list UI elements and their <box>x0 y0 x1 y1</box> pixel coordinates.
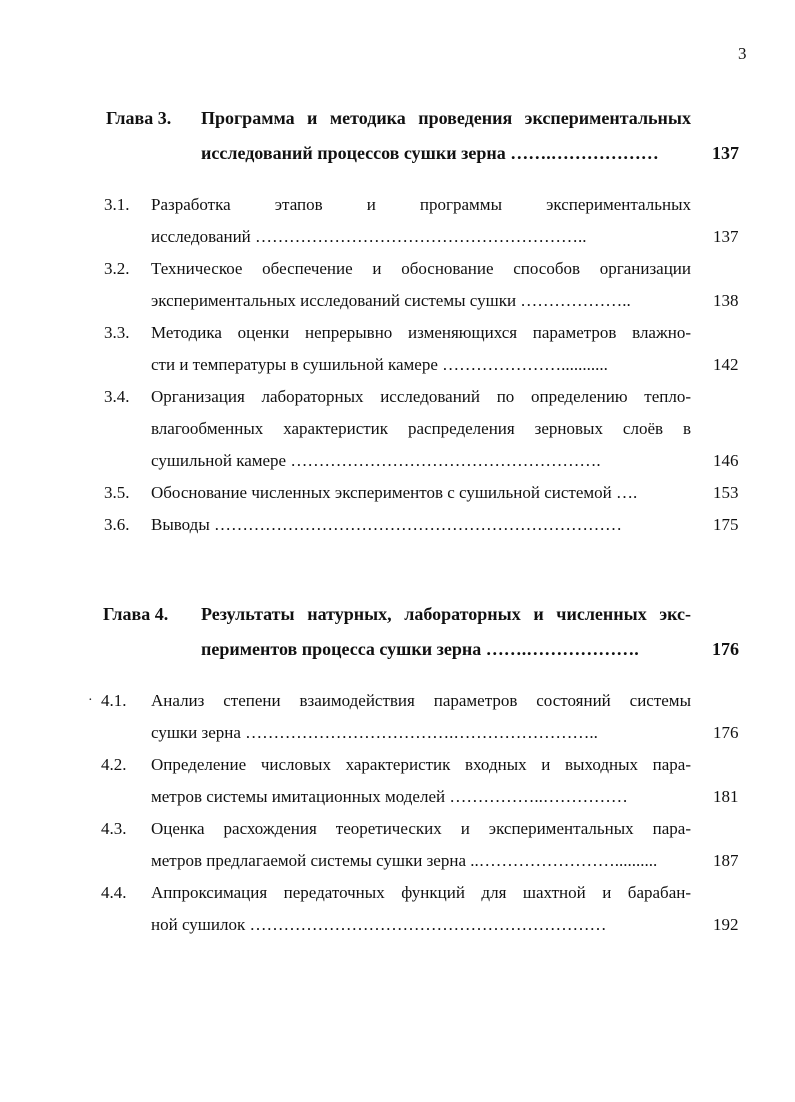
chapter-title-line: Программа и методика проведения экспериментальных <box>201 108 691 128</box>
section-text-line: Аппроксимация передаточных функций для шахтной и барабан- <box>151 883 691 902</box>
section-number: 3.3. <box>104 323 130 342</box>
section-number: 4.3. <box>101 819 127 838</box>
section-list <box>0 691 795 947</box>
section-page-number: 137 <box>713 227 739 246</box>
section-page-number: 192 <box>713 915 739 934</box>
chapter-title-line: Результаты натурных, лабораторных и численных экс- <box>201 604 691 624</box>
section-text-line: Обоснование численных экспериментов с сушильной системой …. <box>151 483 638 502</box>
toc-entry <box>0 515 795 547</box>
section-number: 3.2. <box>104 259 130 278</box>
section-page-number: 138 <box>713 291 739 310</box>
section-page-number: 176 <box>713 723 739 742</box>
section-text-line: Анализ степени взаимодействия параметров состояний системы <box>151 691 691 710</box>
section-text-line: Оценка расхождения теоретических и экспериментальных пара- <box>151 819 691 838</box>
chapter-page-number: 176 <box>712 639 739 659</box>
section-page-number: 142 <box>713 355 739 374</box>
section-page-number: 181 <box>713 787 739 806</box>
section-number: 3.4. <box>104 387 130 406</box>
chapter-heading-row <box>0 637 795 672</box>
chapter-heading-row <box>0 106 795 141</box>
section-text-line: метров предлагаемой системы сушки зерна ..…………………….......... <box>151 851 658 870</box>
chapter-label: Глава 4. <box>103 604 169 624</box>
section-text-line: Техническое обеспечение и обоснование способов организации <box>151 259 691 278</box>
toc-entry <box>0 387 795 483</box>
section-page-number: 146 <box>713 451 739 470</box>
chapter-4 <box>0 602 795 947</box>
toc-entry <box>0 819 795 883</box>
toc-entry <box>0 195 795 259</box>
section-page-number: 175 <box>713 515 739 534</box>
section-page-number: 187 <box>713 851 739 870</box>
section-text-line: Организация лабораторных исследований по определению тепло- <box>151 387 691 406</box>
chapter-title-line: исследований процессов сушки зерна …….……………… <box>201 143 659 163</box>
section-text-line: сушки зерна ……………………………….…………………….. <box>151 723 598 742</box>
chapter-heading-row <box>0 602 795 637</box>
section-text-line: сти и температуры в сушильной камере …………………........... <box>151 355 608 374</box>
chapter-heading-row <box>0 141 795 176</box>
section-text-line: Определение числовых характеристик входных и выходных пара- <box>151 755 691 774</box>
section-text-line: экспериментальных исследований системы сушки ……………….. <box>151 291 631 310</box>
toc-entry <box>0 883 795 947</box>
stray-mark: · <box>88 693 93 708</box>
section-list <box>0 195 795 547</box>
toc-entry <box>0 483 795 515</box>
section-page-number: 153 <box>713 483 739 502</box>
section-text-line: Разработка этапов и программы экспериментальных <box>151 195 691 214</box>
section-text-line: ной сушилок ……………………………………………………… <box>151 915 607 934</box>
section-text-line: Методика оценки непрерывно изменяющихся параметров влажно- <box>151 323 691 342</box>
chapter-page-number: 137 <box>712 143 739 163</box>
section-number: 4.1. <box>101 691 127 710</box>
toc-entry <box>0 259 795 323</box>
section-number: 4.4. <box>101 883 127 902</box>
section-number: 3.5. <box>104 483 130 502</box>
section-text-line: метров системы имитационных моделей ……………..…………… <box>151 787 628 806</box>
section-text-line: Выводы ……………………………………………………………… <box>151 515 623 534</box>
chapter-title-line: периментов процесса сушки зерна …….………………. <box>201 639 639 659</box>
section-number: 3.6. <box>104 515 130 534</box>
toc-entry <box>0 691 795 755</box>
section-text-line: влагообменных характеристик распределения зерновых слоёв в <box>151 419 691 438</box>
section-text-line: исследований ………………………………………………….. <box>151 227 587 246</box>
toc-entry <box>0 323 795 387</box>
page-number: 3 <box>738 44 747 63</box>
section-text-line: сушильной камере ………………………………………………. <box>151 451 601 470</box>
toc-entry <box>0 755 795 819</box>
section-number: 4.2. <box>101 755 127 774</box>
chapter-label: Глава 3. <box>106 108 172 128</box>
chapter-3 <box>0 106 795 547</box>
section-number: 3.1. <box>104 195 130 214</box>
